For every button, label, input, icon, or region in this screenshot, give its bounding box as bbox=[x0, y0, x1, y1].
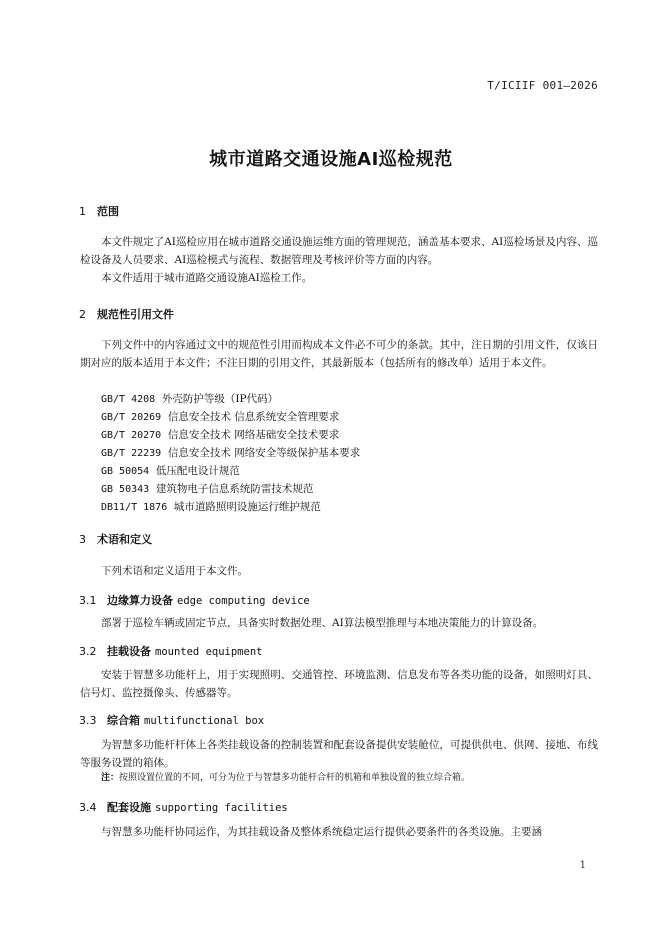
reference-title: 信息安全技术 信息系统安全管理要求 bbox=[167, 411, 340, 423]
section-3-heading bbox=[79, 531, 152, 547]
section-number: 1 bbox=[79, 205, 86, 218]
term-cn: 挂载设备 bbox=[107, 645, 151, 658]
note-text: 按照设置位置的不同，可分为位于与智慧多功能杆合杆的机箱和单独设置的独立综合箱。 bbox=[119, 773, 471, 783]
term-en: mounted equipment bbox=[155, 646, 263, 658]
reference-item bbox=[101, 498, 321, 517]
section-3-paragraph-1: 下列术语和定义适用于本文件。 bbox=[101, 565, 248, 577]
reference-code: GB/T 20269 bbox=[101, 412, 162, 423]
reference-title: 信息安全技术 网络安全等级保护基本要求 bbox=[167, 447, 361, 459]
reference-item bbox=[101, 426, 339, 445]
term-cn: 综合箱 bbox=[107, 714, 140, 727]
section-2-heading bbox=[79, 306, 174, 322]
reference-code: GB/T 22239 bbox=[101, 448, 162, 459]
term-3-4-definition: 与智慧多功能杆协同运作，为其挂载设备及整体系统稳定运行提供必要条件的各类设施。主要涵 bbox=[101, 826, 542, 838]
document-title: 城市道路交通设施AI巡检规范 bbox=[209, 149, 453, 170]
term-3-3-note bbox=[101, 771, 470, 785]
reference-code: GB/T 4208 bbox=[101, 394, 156, 405]
reference-item bbox=[101, 462, 240, 481]
term-3-4-heading bbox=[79, 799, 288, 815]
note-label: 注： bbox=[101, 773, 120, 783]
reference-title: 外壳防护等级（IP代码） bbox=[161, 393, 279, 405]
term-3-1-definition: 部署于巡检车辆或固定节点，具备实时数据处理、AI算法模型推理与本地决策能力的计算设备。 bbox=[101, 617, 544, 629]
term-number: 3.3 bbox=[79, 714, 97, 727]
section-2-paragraph-1: 下列文件中的内容通过文中的规范性引用而构成本文件必不可少的条款。其中，注日期的引用文件，仅该日期对应的版本适用于本文件；不注日期的引用文件，其最新版本（包括所有的修改单）适用于本文件。 bbox=[80, 339, 598, 369]
term-3-1-heading bbox=[79, 592, 310, 608]
reference-code: GB 50343 bbox=[101, 484, 150, 495]
term-en: supporting facilities bbox=[155, 802, 288, 814]
term-number: 3.1 bbox=[79, 594, 97, 607]
reference-item bbox=[101, 444, 360, 463]
reference-title: 低压配电设计规范 bbox=[155, 465, 240, 477]
term-en: multifunctional box bbox=[144, 715, 265, 727]
reference-title: 信息安全技术 网络基础安全技术要求 bbox=[167, 429, 340, 441]
reference-title: 城市道路照明设施运行维护规范 bbox=[173, 501, 321, 513]
term-cn: 边缘算力设备 bbox=[107, 594, 173, 607]
term-cn: 配套设施 bbox=[107, 801, 151, 814]
section-number: 3 bbox=[79, 533, 86, 546]
page-number: 1 bbox=[579, 860, 586, 871]
reference-code: GB/T 20270 bbox=[101, 430, 162, 441]
term-en: edge computing device bbox=[177, 595, 310, 607]
term-3-2-definition: 安装于智慧多功能杆上，用于实现照明、交通管控、环境监测、信息发布等各类功能的设备，如照明灯具、信号灯、监控摄像头、传感器等。 bbox=[80, 669, 598, 699]
section-1-paragraph-2: 本文件适用于城市道路交通设施AI巡检工作。 bbox=[101, 272, 313, 284]
reference-item bbox=[101, 480, 313, 499]
reference-code: GB 50054 bbox=[101, 466, 150, 477]
section-title: 规范性引用文件 bbox=[97, 308, 174, 321]
term-number: 3.2 bbox=[79, 645, 97, 658]
section-1-paragraph-1: 本文件规定了AI巡检应用在城市道路交通设施运维方面的管理规范，涵盖基本要求、AI巡检场景及内容、巡检设备及人员要求、AI巡检模式与流程、数据管理及考核评价等方面的内容。 bbox=[80, 236, 598, 266]
section-number: 2 bbox=[79, 308, 86, 321]
reference-item bbox=[101, 390, 278, 409]
section-1-heading bbox=[79, 203, 119, 219]
section-title: 范围 bbox=[97, 205, 119, 218]
term-number: 3.4 bbox=[79, 801, 97, 814]
term-3-2-heading bbox=[79, 643, 262, 659]
reference-title: 建筑物电子信息系统防雷技术规范 bbox=[155, 483, 314, 495]
term-3-3-definition: 为智慧多功能杆杆体上各类挂载设备的控制装置和配套设备提供安装舱位，可提供供电、供网、接地、布线等服务设置的箱体。 bbox=[80, 739, 598, 769]
reference-code: DB11/T 1876 bbox=[101, 502, 168, 513]
reference-item bbox=[101, 408, 339, 427]
section-title: 术语和定义 bbox=[97, 533, 152, 546]
standard-code: T/ICIIF 001—2026 bbox=[487, 79, 598, 92]
term-3-3-heading bbox=[79, 712, 264, 728]
